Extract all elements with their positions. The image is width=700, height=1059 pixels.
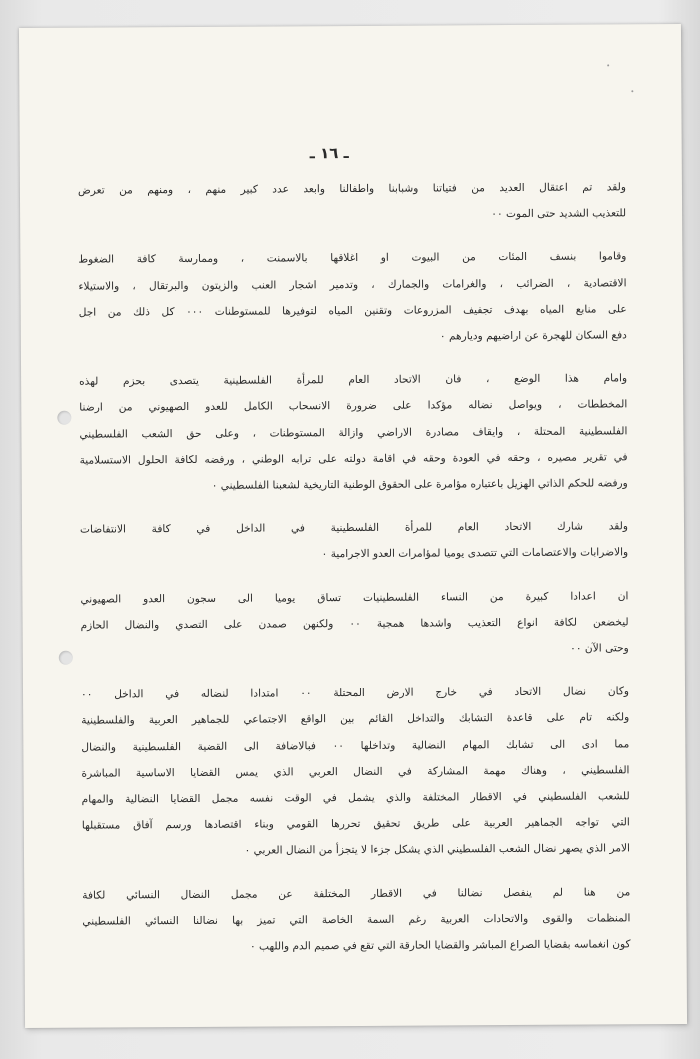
text-line: على منابع المياه بهدف تجفيف المزروعات وتقنين المياه لتوفيرها للمستوطنات ٠٠٠ كل ذلك من اجل — [78, 303, 627, 319]
text-line: في تقرير مصيره ، وحقه في العودة وحقه في اقامة دولته على ترابه الوطني ، ورفضه لكافة الحلول الاستسلامية — [79, 451, 628, 467]
paragraph — [81, 679, 630, 866]
text-line: وقاموا بنسف المئات من البيوت او اغلاقها بالاسمنت ، وممارسة كافة الضغوط — [78, 250, 627, 267]
page-number: ـ ١٦ ـ — [309, 144, 349, 163]
document-body — [78, 174, 631, 978]
paper-speck — [607, 64, 609, 66]
text-line: مما ادى الى تشابك المهام النضالية وتداخلها ٠٠ فبالاضافة الى القضية الفلسطينية والنضال — [81, 737, 630, 754]
text-line: الاقتصادية ، الضرائب ، والغرامات والجمارك ، وتدمير اشجار العنب والزيتون والبرتقال ، والاستيلاء — [78, 276, 627, 293]
text-line: الفلسطيني ، وهناك مهمة المشاركة في النضال العربي الذي يمس القضايا الاساسية المباشرة — [81, 764, 630, 780]
text-line: التي تواجه الجماهير العربية على طريق تحقيق تحررها القومي وبناء اقتصادها ورسم آفاق مستقبلها — [81, 816, 630, 832]
text-line: الامر الذي يصهر نضال الشعب الفلسطيني الذي يشكل جزءا لا يتجزأ من النضال العربي ٠ — [244, 842, 631, 858]
document-page — [19, 24, 687, 1028]
punch-hole-bottom — [59, 651, 73, 665]
paragraph — [78, 174, 626, 230]
text-line: الفلسطينية المحتلة ، وايقاف مصادرة الاراضي وازالة المستوطنات ، وعلى حق الشعب الفلسطيني — [79, 424, 628, 441]
text-line: والاضرابات والاعتصامات التي تتصدى يوميا لمؤامرات العدو الاجرامية ٠ — [321, 546, 629, 561]
paragraph — [80, 514, 628, 570]
text-line: للشعب الفلسطيني في الاقطار المختلفة والذي يشمل في الوقت نفسه مجمل القضايا النضالية والمهام — [81, 790, 630, 806]
text-line: وحتى الآن ٠٠ — [570, 642, 629, 655]
text-line: دفع السكان للهجرة عن اراضيهم وديارهم ٠ — [439, 329, 627, 343]
paper-speck — [631, 90, 633, 92]
text-line: للتعذيب الشديد حتى الموت ٠٠ — [491, 207, 627, 221]
paragraph — [78, 244, 627, 352]
text-line: المخططات ، ويواصل نضاله مؤكدا على ضرورة الانسحاب الكامل للعدو الصهيوني من ارضنا — [79, 398, 628, 415]
text-line: ان اعدادا كبيرة من النساء الفلسطينيات تساق يوميا الى سجون العدو الصهيوني — [80, 589, 629, 606]
text-line: وامام هذا الوضع ، فان الاتحاد العام للمرأة الفلسطينية يتصدى بحزم لهذه — [79, 372, 628, 388]
text-line: ليخضعن لكافة انواع التعذيب واشدها همجية ٠٠ ولكنهن صمدن على التصدي والنضال الحازم — [80, 616, 629, 632]
text-line: ورفضه للحكم الذاتي الهزيل باعتباره مؤامرة على الحقوق الوطنية التاريخية لشعبنا الفلسطيني ٠ — [211, 477, 628, 492]
paragraph — [82, 879, 630, 961]
paragraph — [80, 583, 628, 665]
paragraph — [79, 366, 628, 500]
text-line: ولقد شارك الاتحاد العام للمرأة الفلسطينية في الداخل في كافة الانتفاضات — [79, 520, 629, 536]
text-line: وكان نضال الاتحاد في خارج الارض المحتلة ٠٠ امتدادا لنضاله في الداخل ٠٠ — [80, 685, 630, 701]
text-line: ولكنه تام على قاعدة التشابك والتداخل القائم بين الواقع الاجتماعي للجماهير العربية والفلسطينية — [81, 711, 630, 728]
text-line: من هنا لم ينفصل نضالنا في الاقطار المختلفة عن مجمل النضال النسائي لكافة — [82, 885, 631, 902]
text-line: ولقد تم اعتقال العديد من فتياتنا وشبابنا واطفالنا وابعد عدد كبير منهم ، ومنهم من تعرض — [77, 181, 626, 197]
punch-hole-top — [57, 411, 71, 425]
text-line: المنظمات والقوى والاتحادات العربية رغم السمة الخاصة التي تميز بها نضالنا النسائي الفلسطيني — [82, 912, 631, 928]
text-line: كون انغماسه بقضايا الصراع المباشر والقضايا الحارقة التي تقع في صميم الدم واللهب ٠ — [249, 938, 631, 953]
